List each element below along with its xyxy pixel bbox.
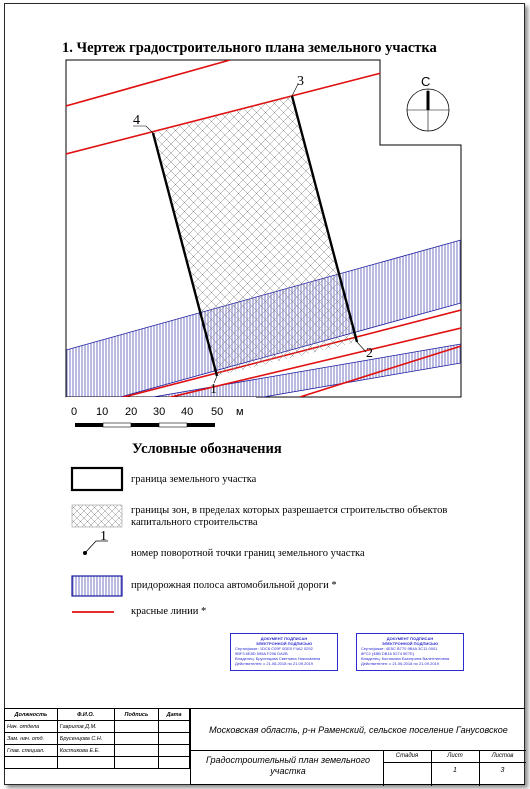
tb-empty-cell xyxy=(57,757,114,769)
stamp-header: ЭЛЕКТРОННОЙ ПОДПИСЬЮ xyxy=(381,641,439,646)
e-signature-stamp-2 xyxy=(356,633,464,671)
legend-title: Условные обозначения xyxy=(132,441,282,457)
tb-empty-cell xyxy=(5,757,58,769)
red-line-top xyxy=(66,60,230,106)
tb-person: Гаврилов Д.М. xyxy=(57,721,114,733)
stamp-line: Действителен: с 21.06.2018 по 21.09.2019 xyxy=(361,661,439,666)
legend-label-road-strip: придорожная полоса автомобильной дороги * xyxy=(131,580,337,591)
tb-date-cell xyxy=(159,721,190,733)
stamp-header: ДОКУМЕНТ ПОДПИСАН xyxy=(386,636,434,641)
tb-person: Костикова Е.Е. xyxy=(57,745,114,757)
title-block-signatures xyxy=(4,708,190,769)
scale-tick-20: 20 xyxy=(125,406,138,418)
point-label-1: 1 xyxy=(210,382,217,397)
tb-sheet-number: 1 xyxy=(453,767,457,774)
tb-date-cell xyxy=(159,733,190,745)
legend-symbol-zone-hatch xyxy=(72,505,122,527)
tb-col-sheet: Лист xyxy=(447,753,463,759)
legend-symbol-road-strip xyxy=(72,576,122,596)
tb-location: Московская область, р-н Раменский, сельское поселение Ганусовское xyxy=(191,709,526,751)
tb-empty-cell xyxy=(159,757,190,769)
tb-header-date: Дата xyxy=(159,709,190,721)
tb-signature-cell xyxy=(114,745,159,757)
tb-sheets-total: 3 xyxy=(500,767,505,774)
scale-unit: м xyxy=(236,406,244,418)
point-label-4: 4 xyxy=(133,113,140,128)
tb-header-signature: Подпись xyxy=(114,709,159,721)
legend-label-red-lines: красные линии * xyxy=(131,606,207,617)
scale-tick-10: 10 xyxy=(96,406,109,418)
title-block-main xyxy=(190,708,525,785)
tb-header-position: Должность xyxy=(5,709,58,721)
point-label-2: 2 xyxy=(366,346,373,361)
tb-date-cell xyxy=(159,745,190,757)
north-arrow-icon xyxy=(407,89,449,131)
legend-symbol-turn-point xyxy=(83,529,108,555)
tb-header-name: Ф.И.О. xyxy=(57,709,114,721)
legend-turn-point-number: 1 xyxy=(100,529,107,544)
tb-empty-cell xyxy=(114,757,159,769)
e-signature-stamp-1 xyxy=(230,633,338,671)
stamp-header: ДОКУМЕНТ ПОДПИСАН xyxy=(260,636,308,641)
tb-position: Глав. специал. xyxy=(5,745,58,757)
page-title: 1. Чертеж градостроительного плана земельного участка xyxy=(62,40,437,56)
scale-tick-30: 30 xyxy=(153,406,166,418)
tb-col-sheets: Листов xyxy=(491,753,514,759)
tb-col-stage: Стадия xyxy=(395,753,419,759)
stamp-line: Сертификат: 4E5C B770 9B4A 3C11 0001 xyxy=(361,646,438,651)
tb-position: Нач. отдела xyxy=(5,721,58,733)
tb-signature-cell xyxy=(114,733,159,745)
scale-tick-40: 40 xyxy=(181,406,194,418)
scale-tick-50: 50 xyxy=(211,406,224,418)
stamp-line: Владелец: Брусенцова Светлана Николаевна xyxy=(235,656,321,661)
tb-person: Брусенцова С.Н. xyxy=(57,733,114,745)
north-label: С xyxy=(421,74,431,89)
legend-label-zone: границы зон, в пределах которых разрешается строительство объектов капитального строительства xyxy=(131,505,448,528)
legend-label-plot-boundary: граница земельного участка xyxy=(131,474,257,485)
scale-bar xyxy=(66,397,256,428)
legend-symbol-plot-boundary xyxy=(72,468,122,490)
stamp-header: ЭЛЕКТРОННОЙ ПОДПИСЬЮ xyxy=(255,641,313,646)
tb-signature-cell xyxy=(114,721,159,733)
stamp-line: Владелец: Костикова Екатерина Валентиновна xyxy=(361,656,450,661)
legend-label-turn-point: номер поворотной точки границ земельного участка xyxy=(131,548,365,559)
stamp-line: Сертификат: 1DC6 C09F 0DE0 F4A2 0292 xyxy=(235,646,313,651)
stamp-line: 9BF3 6E8D 598A F206 DA2B xyxy=(235,651,288,656)
scale-tick-0: 0 xyxy=(71,406,78,418)
tb-position: Зам. нач. отд. xyxy=(5,733,58,745)
stamp-line: Действителен: с 21.06.2018 по 21.09.2019 xyxy=(235,661,313,666)
tb-document-name: Градостроительный план земельного участка xyxy=(206,755,370,776)
point-label-3: 3 xyxy=(297,74,304,89)
stamp-line: 8FC2 (4BB DB16 5274 9E7E) xyxy=(361,651,415,656)
